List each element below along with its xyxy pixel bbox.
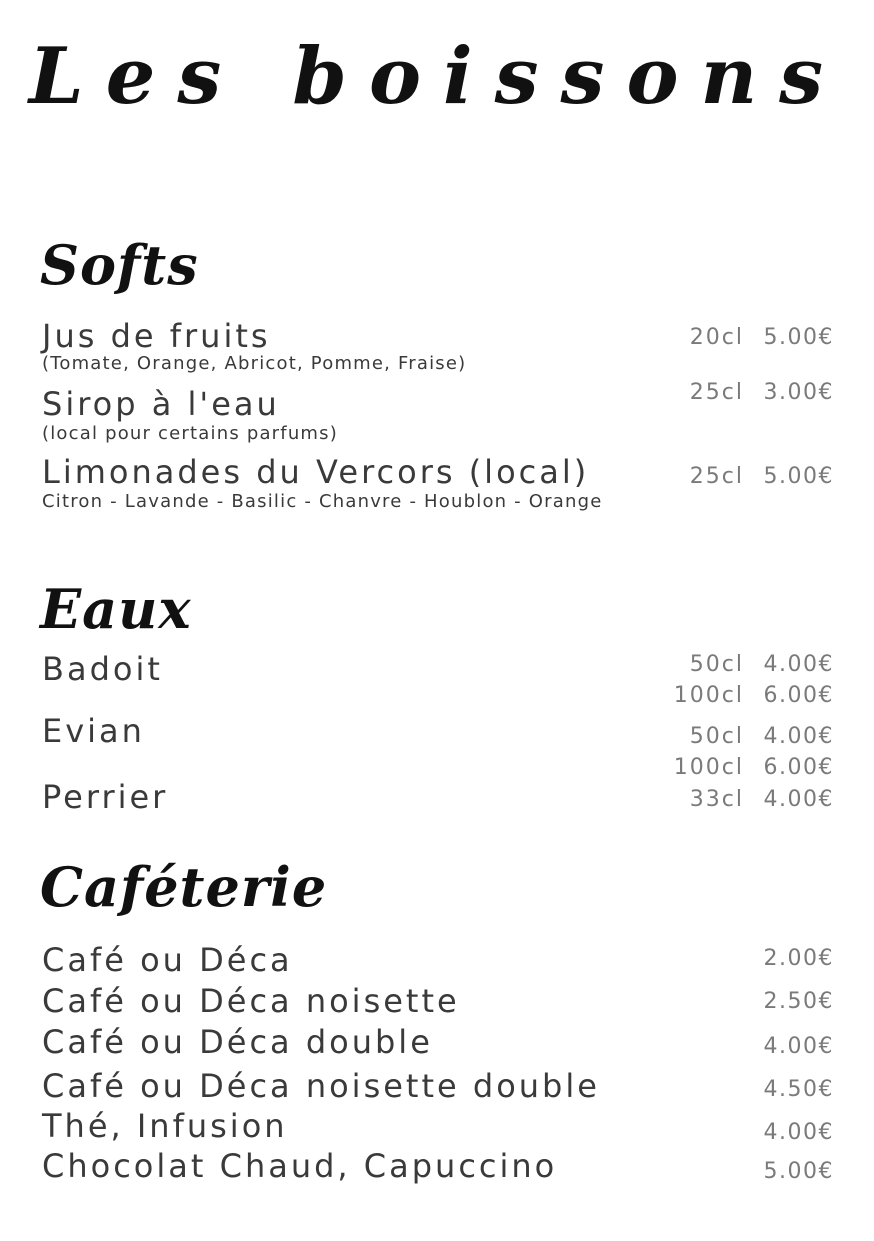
item-name-cafe-noisette-double: Café ou Déca noisette double: [42, 1067, 600, 1105]
item-volume: 25cl: [689, 380, 744, 405]
item-price: 4.00€: [763, 787, 834, 812]
item-price: 4.00€: [763, 1034, 834, 1059]
item-name-cafe-double: Café ou Déca double: [42, 1023, 433, 1061]
item-name-jus-de-fruits: Jus de fruits: [42, 317, 271, 355]
item-price: 4.00€: [763, 1120, 834, 1145]
item-price: 2.00€: [763, 946, 834, 971]
item-description: (Tomate, Orange, Abricot, Pomme, Fraise): [42, 353, 467, 374]
item-price: 6.00€: [763, 683, 834, 708]
item-volume: 50cl: [689, 652, 744, 677]
item-price: 6.00€: [763, 755, 834, 780]
item-volume: 100cl: [673, 755, 744, 780]
item-volume: 100cl: [673, 683, 744, 708]
item-price: 5.00€: [763, 325, 834, 350]
item-name-limonades: Limonades du Vercors (local): [42, 453, 590, 491]
item-name-perrier: Perrier: [42, 778, 169, 816]
item-volume: 20cl: [689, 325, 744, 350]
item-name-badoit: Badoit: [42, 650, 163, 688]
item-price: 5.00€: [763, 1159, 834, 1184]
section-heading-softs: Softs: [40, 233, 199, 297]
item-name-cafe-noisette: Café ou Déca noisette: [42, 982, 460, 1020]
item-price: 5.00€: [763, 464, 834, 489]
item-volume: 25cl: [689, 464, 744, 489]
item-price: 2.50€: [763, 989, 834, 1014]
item-name-chocolat: Chocolat Chaud, Capuccino: [42, 1147, 558, 1185]
item-price: 4.00€: [763, 724, 834, 749]
item-price: 4.00€: [763, 652, 834, 677]
item-price: 3.00€: [763, 380, 834, 405]
item-name-sirop: Sirop à l'eau: [42, 385, 280, 423]
item-volume: 50cl: [689, 724, 744, 749]
item-price: 4.50€: [763, 1077, 834, 1102]
section-heading-cafeterie: Caféterie: [40, 855, 328, 919]
page-title: Les boissons: [28, 31, 846, 122]
item-description: (local pour certains parfums): [42, 423, 338, 444]
item-name-the-infusion: Thé, Infusion: [42, 1107, 288, 1145]
item-description: Citron - Lavande - Basilic - Chanvre - Houblon - Orange: [42, 491, 603, 512]
item-name-cafe: Café ou Déca: [42, 941, 293, 979]
section-heading-eaux: Eaux: [40, 577, 192, 641]
item-volume: 33cl: [689, 787, 744, 812]
item-name-evian: Evian: [42, 712, 145, 750]
